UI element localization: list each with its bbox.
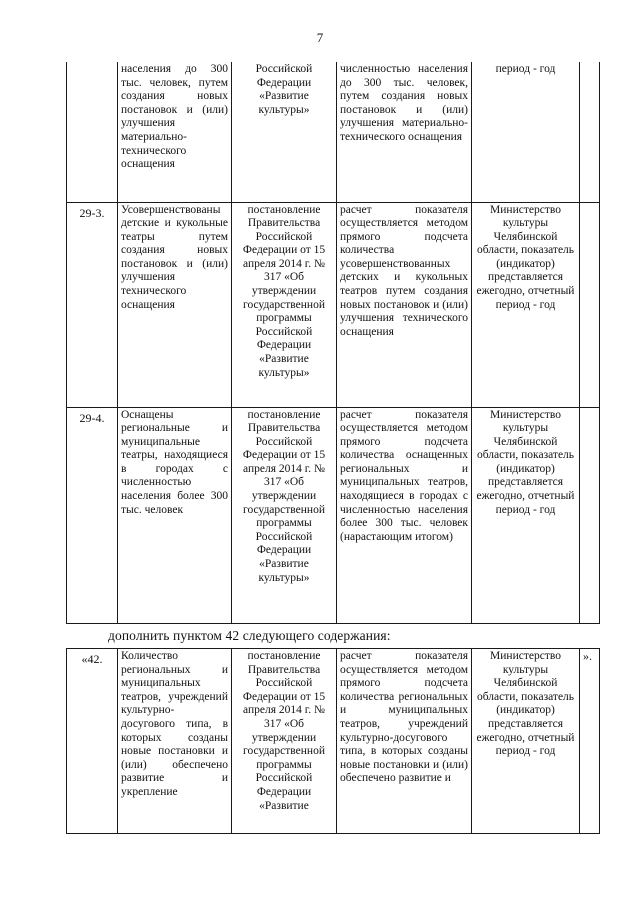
empty-cell [580,62,600,202]
amendment-text: дополнить пунктом 42 следующего содержания: [108,628,391,643]
legal-basis: постановление Правительства Российской Федерации от 15 апреля 2014 г. № 317 «Об утверждении государственной программы Российской Федерации «Развитие культуры» [232,407,337,623]
legal-basis: Российской Федерации «Развитие культуры» [232,62,337,202]
table-row [67,649,600,834]
responsible-body: Министерство культуры Челябинской области, показатель (индикатор) представляется ежегодно, отчетный период - год [472,649,580,834]
row-number: 29-4. [67,407,118,623]
responsible-body: Министерство культуры Челябинской области, показатель (индикатор) представляется ежегодно, отчетный период - год [472,407,580,623]
row-number [67,62,118,202]
responsible-body: период - год [472,62,580,202]
indicator-name: Оснащены региональные и муниципальные театры, находящиеся в городах с численностью населения более 300 тыс. человек [118,407,232,623]
empty-cell [580,407,600,623]
new-item-table [66,648,600,834]
calculation-method: расчет показателя осуществляется методом прямого подсчета количества региональных и муниципальных театров, учреждений культурно-досугового типа, в которых созданы новые постановки и (или) обеспечено развитие и [337,649,472,834]
indicators-table-continued [66,62,600,624]
calculation-method: расчет показателя осуществляется методом прямого подсчета количества усовершенствованных детских и кукольных театров путем создания новых постановок и (или) улучшения технического оснащения [337,202,472,407]
closing-quote: ». [580,649,600,834]
table-row [67,62,600,202]
indicator-name: населения до 300 тыс. человек, путем создания новых постановок и (или) улучшения материально-технического оснащения [118,62,232,202]
table-row [67,202,600,407]
row-number: 29-3. [67,202,118,407]
row-number: «42. [67,649,118,834]
legal-basis: постановление Правительства Российской Федерации от 15 апреля 2014 г. № 317 «Об утверждении государственной программы Российской Федерации «Развитие [232,649,337,834]
page-number: 7 [316,30,324,45]
table-row [67,407,600,623]
calculation-method: расчет показателя осуществляется методом прямого подсчета количества оснащенных региональных и муниципальных театров, находящиеся в городах с численностью населения более 300 тыс. человек (нарастающим итогом) [337,407,472,623]
indicator-name: Усовершенствованы детские и кукольные театры путем создания новых постановок и (или) улучшения технического оснащения [118,202,232,407]
indicator-name: Количество региональных и муниципальных театров, учреждений культурно-досугового типа, в которых созданы новые постановки и (или) обеспечено развитие и укрепление [118,649,232,834]
empty-cell [580,202,600,407]
legal-basis: постановление Правительства Российской Федерации от 15 апреля 2014 г. № 317 «Об утверждении государственной программы Российской Федерации «Развитие культуры» [232,202,337,407]
calculation-method: численностью населения до 300 тыс. человек, путем создания новых постановок и (или) улучшения материально-технического оснащения [337,62,472,202]
responsible-body: Министерство культуры Челябинской области, показатель (индикатор) представляется ежегодно, отчетный период - год [472,202,580,407]
